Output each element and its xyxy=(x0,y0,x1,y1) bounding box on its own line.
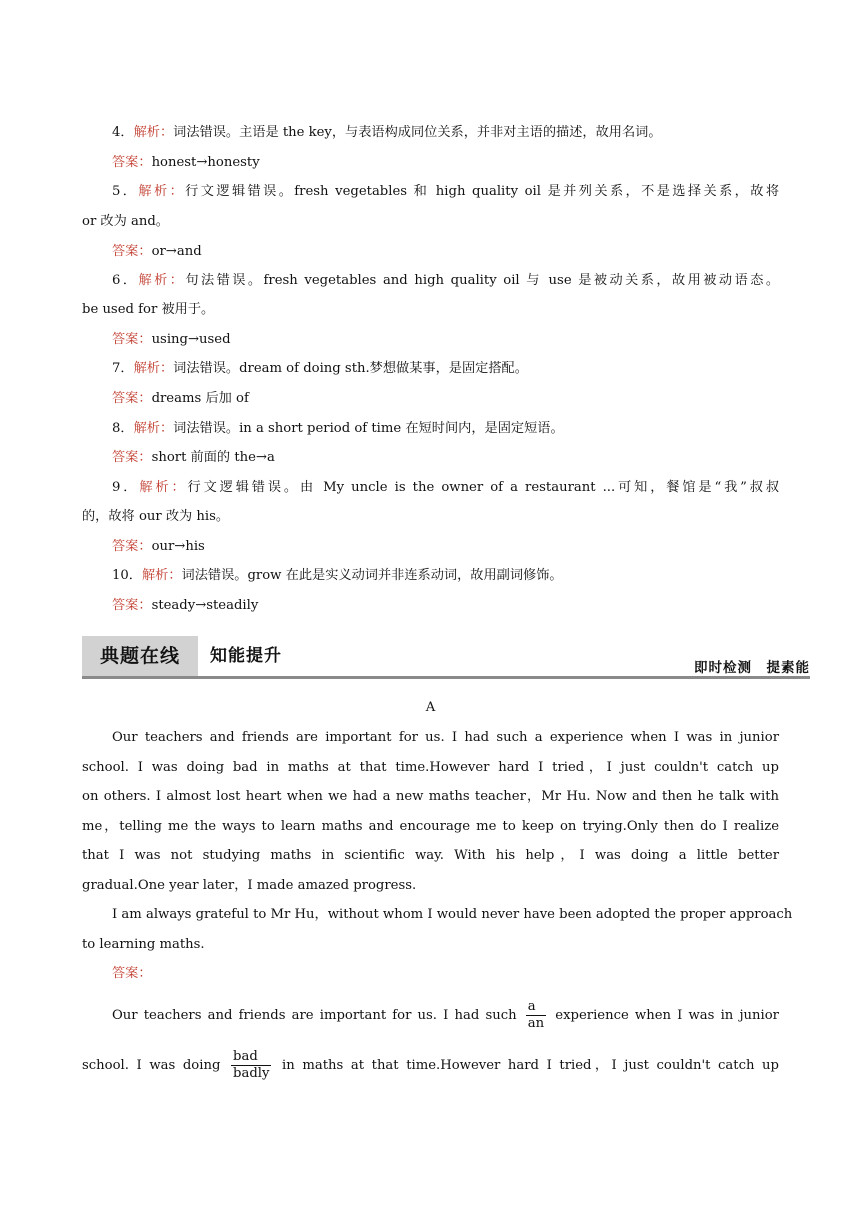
banner-divider xyxy=(82,676,810,679)
explanation-5-cont: or 改为 and。 xyxy=(82,214,169,229)
corrected-line-1 xyxy=(112,996,779,1036)
correction-mark xyxy=(526,999,546,1032)
answer-4 xyxy=(112,154,809,172)
item-number: 8． xyxy=(112,421,134,436)
analysis-label: 解析： xyxy=(133,125,174,140)
correction-mark xyxy=(231,1049,271,1082)
answer-label-a: 答案： xyxy=(112,966,152,981)
analysis-label: 解析： xyxy=(139,480,188,495)
answer-10 xyxy=(112,597,809,615)
corrected-line-2 xyxy=(82,1046,779,1086)
corrected-word: an xyxy=(527,1016,545,1031)
answer-label: 答案： xyxy=(112,450,152,465)
item-number: 6． xyxy=(112,273,139,288)
analysis-label: 解析： xyxy=(141,568,182,583)
answer-label: 答案： xyxy=(112,598,152,613)
corrected-text: school. I was doing xyxy=(82,1058,221,1073)
analysis-label: 解析： xyxy=(138,273,186,288)
analysis-text: 行文逻辑错误。fresh vegetables 和 high quality oil 是并列关系，不是选择关系，故将 xyxy=(185,184,780,199)
answer-label: 答案： xyxy=(112,155,152,170)
explanation-6 xyxy=(112,272,779,290)
answer-text: short 前面的 the→a xyxy=(151,450,275,465)
banner-right-label: 即时检测 提素能 xyxy=(694,660,810,676)
original-word: bad xyxy=(231,1049,271,1066)
item-number: 10． xyxy=(112,568,142,583)
explanation-7 xyxy=(112,360,809,378)
banner-subtitle: 知能提升 xyxy=(210,646,282,666)
analysis-label: 解析： xyxy=(133,361,174,376)
passage-line: on others. I almost lost heart when we had a new maths teacher，Mr Hu. Now and then he talk with xyxy=(82,789,779,804)
passage-line: to learning maths. xyxy=(82,937,205,952)
explanation-8 xyxy=(112,420,809,438)
item-number: 4． xyxy=(112,125,134,140)
item-number: 5． xyxy=(112,184,139,199)
corrected-text: Our teachers and friends are important for us. I had such xyxy=(112,1008,517,1023)
explanation-10 xyxy=(112,567,809,585)
corrected-text: experience when I was in junior xyxy=(555,1008,779,1023)
passage-line: gradual.One year later，I made amazed progress. xyxy=(82,878,417,893)
answer-label: 答案： xyxy=(112,391,152,406)
explanation-6-cont: be used for 被用于。 xyxy=(82,302,215,317)
passage-title: A xyxy=(425,700,436,715)
analysis-text: 词法错误。in a short period of time 在短时间内，是固定短语。 xyxy=(173,421,564,436)
analysis-text: 句法错误。fresh vegetables and high quality oil 与 use 是被动关系，故用被动语态。 xyxy=(185,273,780,288)
explanation-4 xyxy=(112,124,779,142)
answer-text: honest→honesty xyxy=(151,155,260,170)
explanation-9-cont: 的，故将 our 改为 his。 xyxy=(82,509,230,524)
analysis-text: 词法错误。grow 在此是实义动词并非连系动词，故用副词修饰。 xyxy=(181,568,563,583)
analysis-text: 词法错误。主语是 the key，与表语构成同位关系，并非对主语的描述，故用名词。 xyxy=(173,125,662,140)
passage-line: me，telling me the ways to learn maths and encourage me to keep on trying.Only then do I realize xyxy=(82,819,779,834)
analysis-text: 词法错误。dream of doing sth.梦想做某事，是固定搭配。 xyxy=(173,361,528,376)
item-number: 9． xyxy=(112,480,140,495)
answer-label: 答案： xyxy=(112,244,152,259)
answer-text: dreams 后加 of xyxy=(151,391,249,406)
passage-line: Our teachers and friends are important for us. I had such a experience when I was in junior xyxy=(112,730,779,745)
answer-text: using→used xyxy=(151,332,231,347)
answer-label: 答案： xyxy=(112,332,152,347)
answer-5 xyxy=(112,243,809,261)
passage-line: I am always grateful to Mr Hu，without whom I would never have been adopted the proper approach xyxy=(112,907,793,922)
answer-text: or→and xyxy=(151,244,202,259)
banner-tag: 典题在线 xyxy=(82,636,198,676)
answer-7 xyxy=(112,390,809,408)
answer-8 xyxy=(112,449,809,467)
passage-line: that I was not studying maths in scientific way. With his help，I was doing a little better xyxy=(82,848,779,863)
passage-line: school. I was doing bad in maths at that time.However hard I tried，I just couldn't catch up xyxy=(82,760,779,775)
explanation-5 xyxy=(112,183,779,201)
item-number: 7． xyxy=(112,361,134,376)
answer-text: our→his xyxy=(151,539,205,554)
corrected-text: in maths at that time.However hard I tried，I just couldn't catch up xyxy=(282,1058,779,1073)
answer-text: steady→steadily xyxy=(151,598,259,613)
analysis-label: 解析： xyxy=(138,184,186,199)
answer-label: 答案： xyxy=(112,539,152,554)
original-word: a xyxy=(526,999,546,1016)
answer-6 xyxy=(112,331,809,349)
explanation-9 xyxy=(112,479,779,497)
answer-9 xyxy=(112,538,809,556)
section-banner xyxy=(82,636,810,680)
corrected-word: badly xyxy=(233,1066,270,1081)
analysis-text: 行文逻辑错误。由 My uncle is the owner of a restaurant ...可知，餐馆是“我”叔叔 xyxy=(187,480,780,495)
analysis-label: 解析： xyxy=(133,421,174,436)
